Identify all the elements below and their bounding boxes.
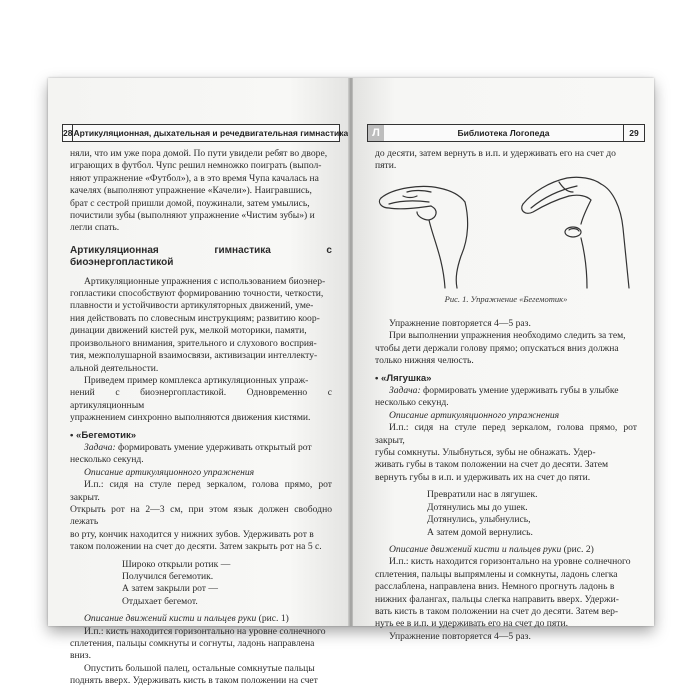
hands-line: сплетения, пальцы выпрямлены и сомкнуты, ладонь слегка — [375, 568, 618, 580]
task-text-cont: несколько секунд. — [70, 454, 144, 466]
task-label: Задача: — [389, 385, 421, 397]
last-line: Опустить большой палец, остальные сомкнутые пальцы — [84, 662, 315, 674]
artic-line: Открыть рот на 2—3 см, при этом язык должен свободно лежать — [70, 503, 332, 528]
hands-heading-tail: (рис. 1) — [256, 613, 289, 625]
poem-line: Дотянулись мы до ушек. — [427, 501, 528, 513]
right-header-title: Библиотека Логопеда — [457, 128, 550, 138]
repeat-line: Упражнение повторяется 4—5 раз. — [389, 318, 531, 329]
section-p1-line: тия, межполушарной взаимосвязи, активизации интеллекту- — [70, 350, 318, 362]
section-p1-line: гопластики способствуют формированию точности, четкости, — [70, 288, 324, 300]
artic-line: И.п.: сидя на стуле перед зеркалом, голова прямо, рот закрыт. — [70, 479, 332, 503]
task-text: формировать умение удерживать открытый рот — [115, 441, 312, 453]
artic-line: таком положении на счет до десяти. Затем закрыть рот на 5 с. — [70, 541, 322, 553]
poem-line: Широко открыли ротик — — [122, 558, 231, 570]
poem-line: А затем домой вернулись. — [427, 526, 533, 538]
hands-line: расслаблена, направлена вниз. Немного прогнуть ладонь в — [375, 581, 615, 593]
section-p1-line: плавности и устойчивости артикуляторных движений, уме- — [70, 300, 314, 312]
hands-heading-tail: (рис. 2) — [561, 543, 594, 555]
hand-figure — [373, 168, 641, 288]
artic-heading: Описание артикуляционного упражнения — [389, 409, 560, 421]
poem-line: Отдыхает бегемот. — [122, 595, 198, 607]
hands-line: сплетения, пальцы сомкнуты и согнуты, ладонь направлена — [70, 638, 315, 650]
section-p1-line: динации движений кистей рук, мелкой моторики, памяти, — [70, 325, 307, 337]
poem-line: Превратили нас в лягушек. — [427, 489, 538, 501]
left-header-title: Артикуляционная, дыхательная и речедвигательная гимнастика — [73, 128, 349, 138]
left-page-header — [62, 124, 349, 142]
intro-line: легли спать. — [70, 222, 120, 234]
right-page — [353, 78, 654, 642]
section-title: Артикуляционная гимнастика с биоэнергопластикой — [70, 244, 332, 269]
task-text: формировать умение удерживать губы в улыбке — [420, 385, 619, 397]
top-line: пяти. — [375, 160, 397, 172]
hands-line: И.п.: кисть находится горизонтально на уровне солнечного — [84, 625, 326, 637]
artic-line: во рту, кончик находится у нижних зубов. Удерживать рот в — [70, 528, 314, 540]
exercise-title: • «Бегемотик» — [70, 429, 137, 441]
hand-drawing-left — [379, 186, 467, 288]
artic-line: губы сомкнуты. Улыбнуться, зубы не обнажать. Удер- — [375, 447, 596, 459]
right-text-block — [375, 318, 637, 643]
note-line: При выполнении упражнения необходимо следить за тем, — [389, 330, 626, 342]
poem-line: А затем закрыли рот — — [122, 583, 218, 595]
open-book — [48, 78, 654, 687]
poem-block — [427, 489, 637, 539]
section-p1-line: альной деятельности. — [70, 362, 159, 374]
poem-block — [122, 559, 332, 609]
task-label: Задача: — [84, 441, 116, 453]
hands-heading: Описание движений кисти и пальцев руки — [389, 543, 562, 555]
task-text-cont: несколько секунд. — [375, 397, 449, 409]
hands-line: нуть ее в и.п. и удерживать его на счет до пяти. — [375, 618, 569, 630]
last-line: поднять вверх. Удерживать кисть в таком положении на счет — [70, 675, 318, 687]
artic-heading: Описание артикуляционного упражнения — [84, 466, 255, 478]
intro-line: брат с сестрой пришли домой, поужинали, затем умылись, — [70, 197, 310, 209]
artic-line: вернуть губы в и.п. и удерживать их на счет до пяти. — [375, 471, 591, 483]
right-logo-badge: Л — [368, 125, 384, 141]
artic-line: живать губы в таком положении на счет до десяти. Затем — [375, 459, 609, 471]
section-p1-line: ния действовать по словесным инструкциям; развитию коор- — [70, 312, 320, 324]
top-line: до десяти, затем вернуть в и.п. и удерживать его на счет до — [375, 148, 616, 159]
intro-line: почистили зубы (выполняют упражнение «Чистим зубы») и — [70, 210, 315, 222]
section-p2-line: нений с биоэнергопластикой. Одновременно с артикуляционным — [70, 387, 332, 411]
note-line: только нижняя челюсть. — [375, 355, 474, 367]
section-p2-line: упражнением синхронно выполняются движения кистями. — [70, 412, 311, 424]
poem-line: Получился бегемотик. — [122, 571, 214, 582]
hands-line: И.п.: кисть находится горизонтально на уровне солнечного — [389, 556, 631, 568]
repeat-line: Упражнение повторяется 4—5 раз. — [389, 630, 531, 642]
poem-line: Дотянулись, улыбнулись, — [427, 514, 531, 526]
artic-line: И.п.: сидя на стуле перед зеркалом, голова прямо, рот закрыт, — [375, 422, 637, 446]
hands-line: вать кисть в таком положении на счет до десяти. Затем вер- — [375, 605, 619, 617]
exercise-title: • «Лягушка» — [375, 372, 432, 384]
hands-heading: Описание движений кисти и пальцев руки — [84, 613, 257, 625]
section-p2-line: Приведем пример комплекса артикуляционных упраж- — [84, 374, 309, 386]
section-p1-line: произвольного внимания, зрительного и слухового восприя- — [70, 337, 317, 349]
section-p1-line: Артикуляционные упражнения с использованием биоэнер- — [84, 275, 326, 287]
intro-line: играющих в футбол. Чупс решил немножко поиграть (выпол- — [70, 160, 322, 172]
left-text-block — [70, 148, 332, 688]
right-page-header — [367, 124, 645, 142]
intro-line: качелях (выполняют упражнение «Качели»). Наигравшись, — [70, 185, 312, 197]
left-page-number: 28 — [63, 125, 73, 141]
right-page-number: 29 — [623, 125, 644, 141]
hand-drawing-right — [522, 177, 629, 288]
intro-line: няют упражнение «Футбол»), а в это время Чупа качалась на — [70, 172, 319, 184]
hands-line: нижних фалангах, пальцы слегка направить вверх. Удержи- — [375, 593, 619, 605]
hands-line: вниз. — [70, 650, 91, 662]
intro-line: няли, что им уже пора домой. По пути увидели ребят во дворе, — [70, 148, 328, 159]
left-page — [48, 78, 349, 687]
figure-caption: Рис. 1. Упражнение «Бегемотик» — [444, 294, 568, 304]
note-line: чтобы дети держали голову прямо; опускаться вниз должна — [375, 342, 619, 354]
